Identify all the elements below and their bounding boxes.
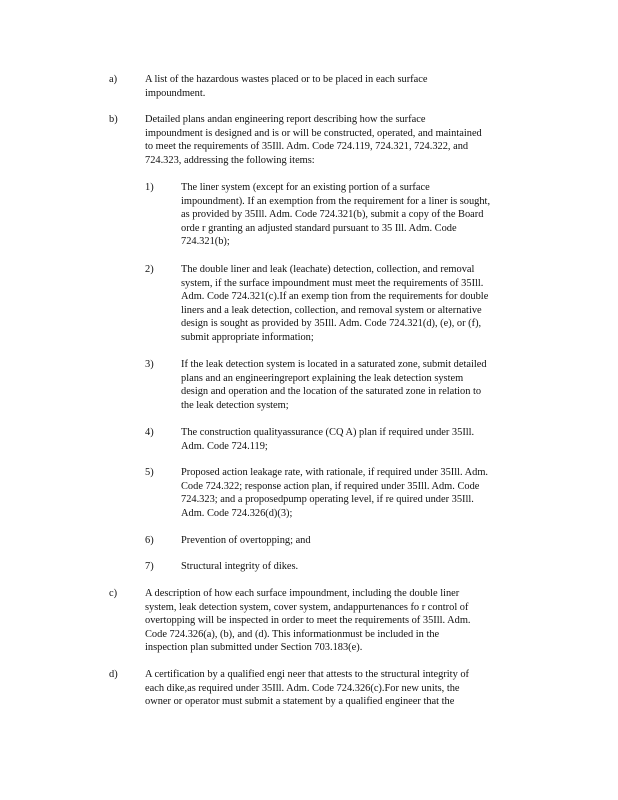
- item-text: [145, 668, 525, 709]
- item-label: c): [109, 588, 118, 599]
- sub-item-text: [181, 534, 529, 548]
- text-line: impoundment.: [145, 87, 206, 99]
- text-line: The double liner and leak (leachate) detection, collection, and removal: [181, 264, 475, 275]
- sub-item-text: [181, 358, 529, 412]
- text-line: system, if the surface impoundment must meet the requirements of 35Ill.: [181, 277, 484, 289]
- text-line: Adm. Code 724.119;: [181, 440, 268, 452]
- text-line: impoundment is designed and is or will be constructed, operated, and maintained: [145, 127, 482, 139]
- text-line: system, leak detection system, cover system, andappurtenances fo r control of: [145, 601, 469, 613]
- text-line: Adm. Code 724.326(d)(3);: [181, 507, 293, 519]
- text-line: Code 724.326(a), (b), and (d). This informationmust be included in the: [145, 628, 440, 640]
- sub-item-label: 2): [145, 264, 154, 275]
- sub-item-text: [181, 426, 529, 453]
- text-line: A certification by a qualified engi neer that attests to the structural integrity of: [145, 669, 470, 680]
- text-line: plans and an engineeringreport explaining the leak detection system: [181, 372, 464, 384]
- item-label: a): [109, 74, 118, 85]
- text-line: design and operation and the location of the saturated zone in relation to: [181, 386, 482, 398]
- text-line: A list of the hazardous wastes placed or to be placed in each surface: [145, 74, 428, 85]
- text-line: as provided by 35Ill. Adm. Code 724.321(b), submit a copy of the Board: [181, 209, 484, 221]
- text-line: to meet the requirements of 35Ill. Adm. Code 724.119, 724.321, 724.322, and: [145, 141, 469, 153]
- text-line: submit appropriate information;: [181, 331, 314, 343]
- text-line: the leak detection system;: [181, 399, 289, 411]
- text-line: 724.321(b);: [181, 236, 230, 248]
- sub-item-label: 4): [145, 427, 154, 438]
- item-text: [145, 587, 525, 655]
- text-line: overtopping will be inspected in order to meet the requirements of 35Ill. Adm.: [145, 615, 471, 627]
- text-line: each dike,as required under 35Ill. Adm. Code 724.326(c).For new units, the: [145, 682, 460, 694]
- text-line: Structural integrity of dikes.: [181, 561, 299, 572]
- text-line: Code 724.322; response action plan, if required under 35Ill. Adm. Code: [181, 480, 480, 492]
- sub-item-label: 3): [145, 359, 154, 370]
- text-line: inspection plan submitted under Section 703.183(e).: [145, 642, 363, 654]
- item-label: d): [109, 669, 118, 680]
- sub-item-text: [181, 263, 529, 345]
- text-line: A description of how each surface impoundment, including the double liner: [145, 588, 460, 599]
- text-line: orde r granting an adjusted standard pursuant to 35 Ill. Adm. Code: [181, 222, 457, 234]
- text-line: Adm. Code 724.321(c).If an exemp tion from the requirements for double: [181, 291, 489, 303]
- sub-item-text: [181, 181, 529, 249]
- text-line: If the leak detection system is located in a saturated zone, submit detailed: [181, 359, 487, 370]
- item-text: [145, 73, 470, 100]
- sub-item-label: 5): [145, 467, 154, 478]
- text-line: Prevention of overtopping; and: [181, 535, 311, 546]
- sub-item-text: [181, 560, 529, 574]
- sub-item-label: 1): [145, 182, 154, 193]
- text-line: owner or operator must submit a statement by a qualified engineer that the: [145, 696, 455, 708]
- sub-item-label: 6): [145, 535, 154, 546]
- text-line: Proposed action leakage rate, with rationale, if required under 35Ill. Adm.: [181, 467, 489, 478]
- sub-item-text: [181, 466, 529, 520]
- item-text: [145, 113, 525, 167]
- text-line: design is sought as provided by 35Ill. Adm. Code 724.321(d), (e), or (f),: [181, 318, 482, 330]
- sub-item-label: 7): [145, 561, 154, 572]
- item-label: b): [109, 114, 118, 125]
- text-line: The construction qualityassurance (CQ A) plan if required under 35Ill.: [181, 427, 475, 438]
- text-line: impoundment). If an exemption from the requirement for a liner is sought,: [181, 195, 491, 207]
- text-line: liners and a leak detection, collection, and removal system or alternative: [181, 304, 482, 316]
- text-line: The liner system (except for an existing portion of a surface: [181, 182, 430, 193]
- text-line: 724.323, addressing the following items:: [145, 154, 315, 166]
- text-line: 724.323; and a proposedpump operating level, if re quired under 35Ill.: [181, 494, 474, 506]
- text-line: Detailed plans andan engineering report describing how the surface: [145, 114, 426, 125]
